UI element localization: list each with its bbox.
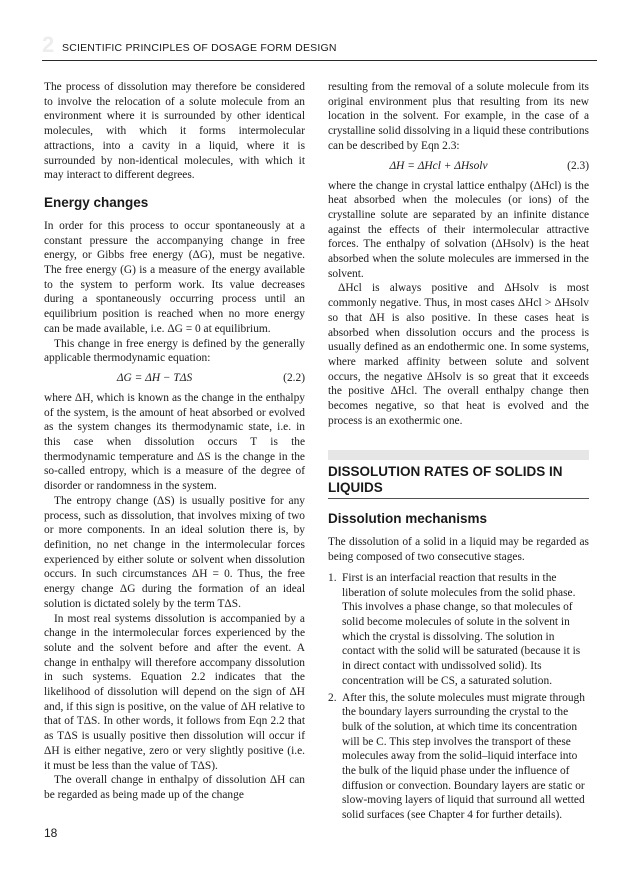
steps-list — [328, 571, 589, 823]
subsection-heading-dissolution-mechanisms: Dissolution mechanisms — [328, 511, 488, 527]
running-title: SCIENTIFIC PRINCIPLES OF DOSAGE FORM DESIGN — [62, 42, 337, 54]
page-number: 18 — [44, 826, 58, 840]
equation-number: (2.3) — [567, 159, 589, 172]
chapter-number: 2 — [42, 32, 55, 57]
list-item-number: 2. — [328, 691, 337, 704]
list-item-text: First is an interfacial reaction that results in the liberation of solute molecules from the solid phase. This involves a phase change, so that molecules of solid become molecules of solute in the solvent in which the crystal is dissolving. The solution in contact with the solid will be saturated (because it is in direct contact with undissolved solid). Its concentration will be CS, a saturated solution. — [342, 571, 581, 687]
running-header — [42, 32, 597, 61]
list-item — [328, 571, 589, 689]
equation-expression: ΔG = ΔH − TΔS — [116, 371, 193, 384]
list-item — [328, 691, 589, 823]
list-item-text: After this, the solute molecules must migrate through the boundary layers surrounding the crystal to the bulk of the solution, at which time its concentration will be C. This step involves the transport of these molecules away from the solid–liquid interface into the bulk of the liquid phase under the influence of diffusion or convection. Boundary layers are static or slow-moving layers of liquid that surround all wetted solid surfaces (see Chapter 4 for further details). — [342, 691, 585, 822]
paragraph: ΔHcl is always positive and ΔHsolv is most commonly negative. Thus, in most cases ΔHcl > ΔHsolv so that ΔH is also positive. In these cases heat is absorbed when dissolution occurs and the process is usually defined as an endothermic one. In some systems, where marked affinity between solute and solvent occurs, the negative ΔHsolv is so great that it exceeds the positive ΔHcl. The overall enthalpy change then becomes negative, so that heat is evolved and the process is an exothermic one. — [328, 282, 589, 427]
paragraph: The dissolution of a solid in a liquid may be regarded as being composed of two consecutive stages. — [328, 536, 589, 564]
paragraph: This change in free energy is defined by the generally applicable thermodynamic equation: — [44, 337, 305, 365]
right-column — [328, 80, 589, 825]
section-band — [328, 450, 589, 460]
paragraph: where the change in crystal lattice enthalpy (ΔHcl) is the heat absorbed when the molecules (or ions) of the crystalline solute are separated by an infinite distance against the effects of their intermolecular attractive forces. The enthalpy of solvation (ΔHsolv) is the heat absorbed when the solute molecules are immersed in the solvent. — [328, 179, 589, 280]
paragraph: In order for this process to occur spontaneously at a constant pressure the accompanying change in free energy, or Gibbs free energy (ΔG), must be negative. The free energy (G) is a measure of the energy available to the system to perform work. Its value decreases during a spontaneously occurring process until an equilibrium position is reached when no more energy can be made available, i.e. ΔG = 0 at equilibrium. — [44, 219, 305, 335]
paragraph: resulting from the removal of a solute molecule from its original environment plus that resulting from its new location in the solvent. For example, in the case of a crystalline solid dissolving in a liquid these contributions can be described by Eqn 2.3: — [328, 81, 589, 152]
paragraph: In most real systems dissolution is accompanied by a change in the intermolecular forces experienced by the solute and the solvent before and after the event. A change in enthalpy will therefore accompany dissolution in such systems. Equation 2.2 indicates that the likelihood of dissolution will depend on the sign of ΔH and, if this sign is positive, on the value of ΔH relative to that of TΔS. In other words, it follows from Eqn 2.2 that as TΔS is usually positive then dissolution will occur if ΔH is either negative, zero or very slightly positive (i.e. it must be less than the value of TΔS). — [44, 612, 305, 772]
list-item-number: 1. — [328, 571, 337, 584]
section-heading-energy-changes: Energy changes — [44, 194, 149, 210]
equation-2-2 — [44, 371, 305, 386]
left-column — [44, 80, 305, 803]
paragraph: The process of dissolution may therefore be considered to involve the relocation of a solute molecule from an environment where it is surrounded by other identical molecules, with which it forms intermolecular attractions, into a cavity in a liquid, where it is surrounded by non-identical molecules, with which it may interact to different degrees. — [44, 81, 305, 182]
paragraph: The entropy change (ΔS) is usually positive for any process, such as dissolution, that involves mixing of two or more components. In an ideal solution there is, by definition, no net change in the intermolecular forces experienced by either solute or solvent when dissolution occurs. In such circumstances ΔH = 0. Thus, the free energy change ΔG during the formation of an ideal solution is dictated solely by the term TΔS. — [44, 494, 305, 610]
equation-2-3 — [328, 159, 589, 174]
paragraph: The overall change in enthalpy of dissolution ΔH can be regarded as being made up of the change — [44, 774, 305, 801]
equation-number: (2.2) — [283, 371, 305, 384]
paragraph: where ΔH, which is known as the change in the enthalpy of the system, is the amount of heat absorbed or evolved as the system changes its thermodynamic state, i.e. in this case when dissolution occurs T is the thermodynamic temperature and ΔS is the change in the so-called entropy, which is a measure of the degree of disorder or randomness in the system. — [44, 391, 305, 493]
section-heading-dissolution-rates: DISSOLUTION RATES OF SOLIDS IN LIQUIDS — [328, 460, 589, 499]
equation-expression: ΔH = ΔHcl + ΔHsolv — [389, 159, 488, 172]
